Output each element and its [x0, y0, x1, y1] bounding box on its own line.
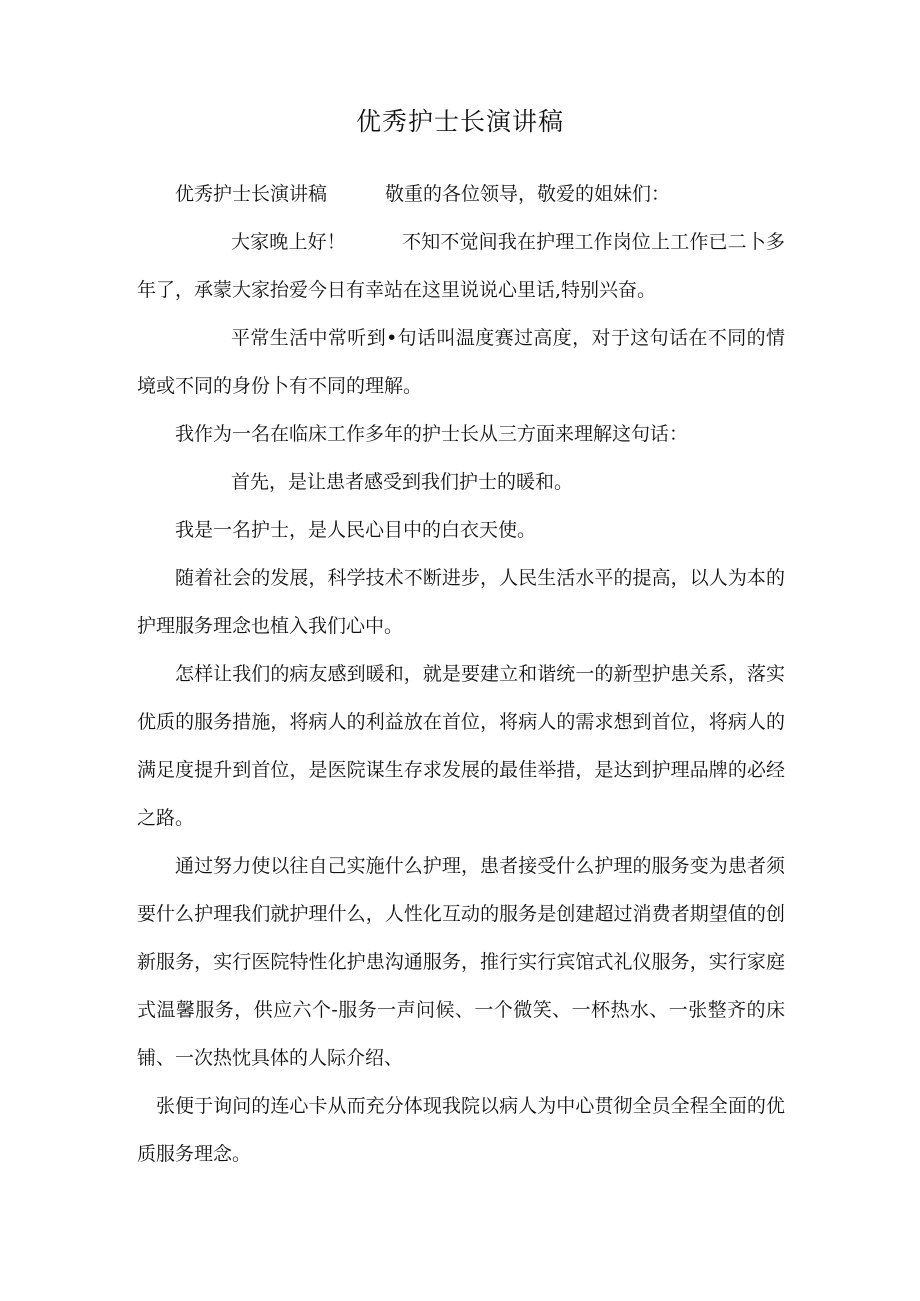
- document-title: 优秀护士长演讲稿: [355, 107, 564, 136]
- paragraph-three-aspects: 我作为一名在临床工作多年的护士长从三方面来理解这句话：: [175, 423, 689, 445]
- paragraph-closing: 张便于询问的连心卡从而充分体现我院以病人为中心贯彻全员全程全面的优质服务理念。: [137, 1095, 785, 1165]
- document-body: [137, 170, 785, 1178]
- paragraph-first: 首先，是让患者感受到我们护士的暖和。: [231, 471, 574, 493]
- paragraph-temperature: 平常生活中常听到•句话叫温度赛过高度，对于这句话在不同的情境或不同的身份卜有不同的理解。: [137, 327, 785, 397]
- paragraph-opening: [137, 218, 785, 314]
- paragraph-greeting-title: 优秀护士长演讲稿: [175, 183, 328, 205]
- paragraph-greeting-salutation: 敬重的各位领导，敬爱的姐妹们：: [385, 183, 671, 205]
- paragraph-greeting: [137, 170, 785, 218]
- paragraph-development: 随着社会的发展，科学技术不断进步，人民生活水平的提高，以人为本的护理服务理念也植入我们心中。: [137, 567, 785, 637]
- paragraph-opening-hello: 大家晚上好！: [231, 231, 346, 253]
- paragraph-service: 通过努力使以往自己实施什么护理，患者接受什么护理的服务变为患者须要什么护理我们就护理什么，人性化互动的服务是创建超过消费者期望值的创新服务，实行医院特性化护患沟通服务，推行实行宾馆式礼仪服务，实行家庭式温馨服务，供应六个-服务一声问候、一个微笑、一杯热水、一张整齐的床铺、一次热忱具体的人际介绍、: [137, 855, 785, 1069]
- paragraph-nurse: 我是一名护士，是人民心目中的白衣天使。: [175, 519, 537, 541]
- paragraph-opening-text: 不知不觉间我在护理工作岗位上工作已二卜多年了，承蒙大家抬爱今日有幸站在这里说说心里话,特别兴奋。: [137, 231, 785, 301]
- paragraph-warmth: 怎样让我们的病友感到暖和，就是要建立和谐统一的新型护患关系，落实优质的服务措施，将病人的利益放在首位，将病人的需求想到首位，将病人的满足度提升到首位，是医院谋生存求发展的最佳举措，是达到护理品牌的必经之路。: [137, 663, 785, 829]
